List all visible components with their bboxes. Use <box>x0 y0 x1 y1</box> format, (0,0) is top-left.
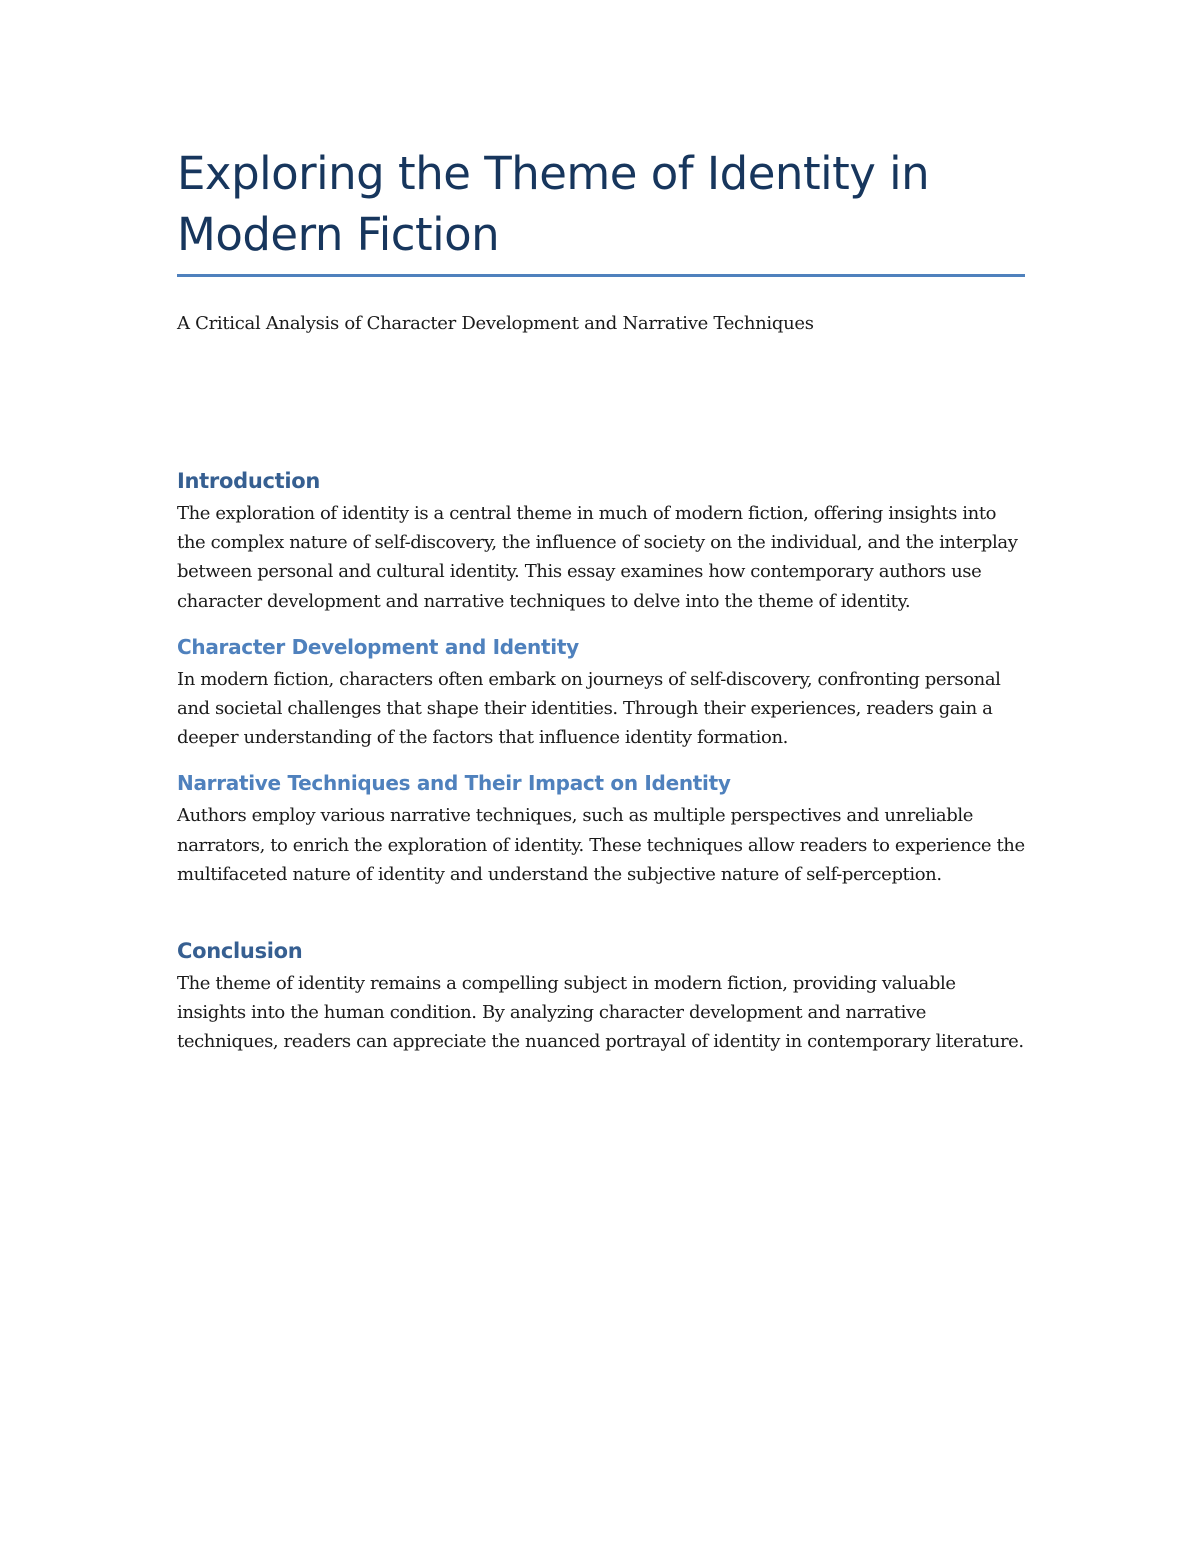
title-divider <box>177 274 1025 277</box>
document-body <box>177 143 1025 1057</box>
section-narrative-techniques <box>177 769 1025 889</box>
paragraph-introduction: The exploration of identity is a central theme in much of modern fiction, offering insights into the complex nature of self-discovery, the influence of society on the individual, and the interplay between personal and cultural identity. This essay examines how contemporary authors use character development and narrative techniques to delve into the theme of identity. <box>177 503 1018 612</box>
paragraph-character-development: In modern fiction, characters often embark on journeys of self-discovery, confronting personal and societal challenges that shape their identities. Through their experiences, readers gain a deeper understanding of the factors that influence identity formation. <box>177 668 1001 749</box>
section-heading-character-development: Character Development and Identity <box>177 634 579 659</box>
section-heading-narrative-techniques: Narrative Techniques and Their Impact on Identity <box>177 771 731 796</box>
section-heading-conclusion: Conclusion <box>177 939 303 964</box>
paragraph-conclusion: The theme of identity remains a compelling subject in modern fiction, providing valuable insights into the human condition. By analyzing character development and narrative techniques, readers can appreciate the nuanced portrayal of identity in contemporary literature. <box>177 973 1024 1053</box>
section-conclusion <box>177 937 1025 1057</box>
document-title: Exploring the Theme of Identity in Modern Fiction <box>177 147 930 261</box>
section-introduction <box>177 467 1025 616</box>
section-heading-introduction: Introduction <box>177 469 321 493</box>
document-subtitle: A Critical Analysis of Character Development and Narrative Techniques <box>177 313 814 334</box>
section-character-development <box>177 633 1025 753</box>
paragraph-narrative-techniques: Authors employ various narrative techniques, such as multiple perspectives and unreliable narrators, to enrich the exploration of identity. These techniques allow readers to experience the multifaceted nature of identity and understand the subjective nature of self-perception. <box>177 805 1025 885</box>
